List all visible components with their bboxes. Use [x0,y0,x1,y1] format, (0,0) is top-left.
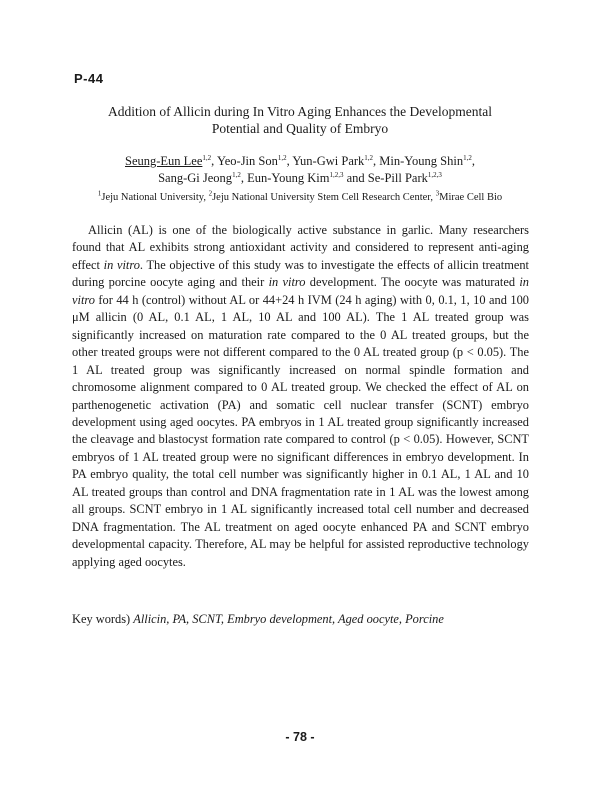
title-line-1: Addition of Allicin during In Vitro Aging Enhances the Developmental [108,104,492,119]
abstract-text: Allicin (AL) is one of the biologically active substance in garlic. Many researchers found that AL exhibits strong antioxidant activity and considered to represent anti-aging effect [72,223,529,272]
author-affiliation-marker: 1,2 [364,153,374,162]
abstract-body [72,222,529,571]
keywords [72,611,532,628]
affiliation-marker: 1 [97,189,102,198]
author-affiliation-marker: 1,2 [232,170,241,179]
affiliation-marker: 3 [435,189,440,198]
author-name: Min-Young Shin [379,154,464,168]
author-separator: , [286,154,293,168]
author-affiliation-marker: 1,2,3 [329,170,344,179]
abstract-code: P-44 [74,71,104,86]
author-list [60,153,540,187]
affiliation-text: Jeju National University Stem Cell Research Center, [212,192,436,203]
abstract-text: for 44 h (control) without AL or 44+24 h IVM (24 h aging) with 0, 0.1, 1, 10 and 100 μM allicin (0 AL, 0.1 AL, 1 AL, 10 AL and 100 AL). The 1 AL treated group was significantly increased on maturation rate compared to the 0 AL treated groups, but the other treated groups were not different compared to the 0 AL treated group (p < 0.05). The 1 AL treated group was significantly increased on normal spindle formation and chromosome alignment compared to 0 AL treated group. We checked the effect of AL on parthenogenetic activation (PA) and somatic cell nuclear transfer (SCNT) embryo development using aged oocytes. PA embryos in 1 AL treated group significantly increased the cleavage and blastocyst formation rate compared to control (p < 0.05). However, SCNT embryos of 1 AL treated group were no significant differences in embryo development. In PA embryo quality, the total cell number was significantly higher in 0.1 AL, 1 AL and 10 AL treated groups than control and DNA fragmentation rate in 1 AL was the lowest among all groups. SCNT embryo in 1 AL significantly increased total cell number and decreased DNA fragmentation. The AL treatment on aged oocyte enhanced PA and SCNT embryo developmental capacity. Therefore, AL may be helpful for assisted reproductive technology applying aged oocytes. [72,292,529,569]
title-line-2: Potential and Quality of Embryo [211,121,389,136]
author-separator: , [211,154,217,168]
affiliations [60,191,540,205]
author-affiliation-marker: 1,2 [463,153,472,162]
keywords-list: Allicin, PA, SCNT, Embryo development, Aged oocyte, Porcine [133,612,444,626]
author-separator: and [343,171,368,185]
author-name: Se-Pill Park [367,171,428,185]
abstract-text: development. The oocyte was maturated [305,275,520,290]
affiliation-marker: 2 [208,189,213,198]
author-name: Eun-Young Kim [247,171,330,185]
abstract-italic-term: in vitro [268,275,306,290]
author-name: Seung-Eun Lee [125,154,203,168]
affiliation-text: Jeju National University, [101,192,209,203]
author-name: Sang-Gi Jeong [158,171,233,185]
abstract-italic-term: in vitro [72,275,529,307]
paper-title [60,103,540,137]
abstract-text: . The objective of this study was to investigate the effects of allicin treatment during porcine oocyte aging and their [72,257,529,290]
author-affiliation-marker: 1,2 [202,153,212,162]
author-affiliation-marker: 1,2,3 [427,170,442,179]
author-name: Yeo-Jin Son [216,154,278,168]
affiliation-text: Mirae Cell Bio [439,192,503,203]
author-name: Yun-Gwi Park [292,154,365,168]
author-separator: , [471,154,475,168]
page-number: - 78 - [285,730,315,744]
abstract-italic-term: in vitro [103,257,140,272]
author-affiliation-marker: 1,2 [277,153,287,162]
keywords-label: Key words) [72,612,134,626]
author-separator: , [240,171,248,185]
author-separator: , [373,154,380,168]
